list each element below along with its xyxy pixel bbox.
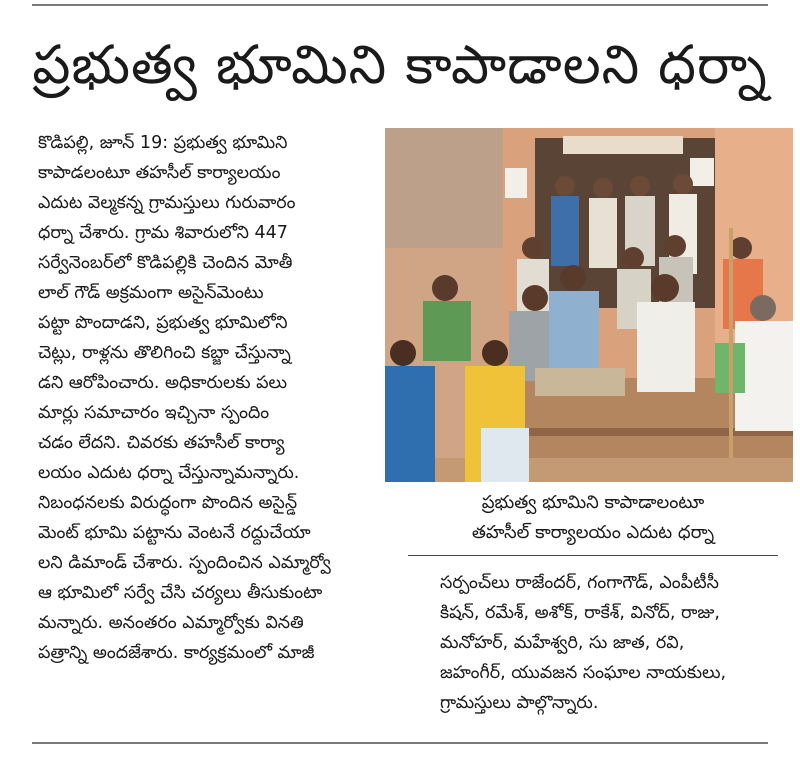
body-line: చెట్లు, రాళ్లను తొలిగించి కబ్జా చేస్తున్నా bbox=[38, 343, 291, 363]
news-photo bbox=[385, 128, 793, 482]
body-line: సర్వేనెంబర్‌లో కొడిపల్లికి చెందిన మోతీ bbox=[38, 253, 293, 273]
body-line: సర్పంచ్‌లు రాజేందర్, గంగాగౌడ్, ఎంపీటీసీ bbox=[440, 573, 719, 593]
body-line: పట్టా పొందాడని, ప్రభుత్వ భూమిలోని bbox=[38, 313, 288, 333]
body-line: ధర్నా చేశారు. గ్రామ శివారులోని 447 bbox=[38, 223, 288, 243]
article-body-right bbox=[440, 568, 792, 718]
bottom-rule bbox=[32, 742, 768, 744]
body-line: పత్రాన్ని అందజేశారు. కార్యక్రమంలో మాజీ bbox=[38, 643, 315, 663]
article-body-left bbox=[38, 128, 390, 668]
body-line: లని డిమాండ్ చేశారు. స్పందించిన ఎమ్మార్వో bbox=[38, 553, 331, 573]
headline: ప్రభుత్వ భూమిని కాపాడాలని ధర్నా bbox=[32, 33, 768, 96]
photo-caption bbox=[408, 488, 778, 548]
caption-line: ప్రభుత్వ భూమిని కాపాడాలంటూ bbox=[481, 492, 705, 513]
caption-rule bbox=[408, 555, 778, 556]
body-line: మన్నారు. అనంతరం ఎమ్మార్వోకు వినతి bbox=[38, 613, 304, 633]
body-line: గ్రామస్తులు పాల్గొన్నారు. bbox=[440, 693, 599, 713]
body-line: డని ఆరోపించారు. అధికారులకు పలు bbox=[38, 373, 288, 393]
body-line: మెంట్ భూమి పట్టాను వెంటనే రద్దుచేయా bbox=[38, 523, 311, 543]
body-line: కిషన్, రమేశ్, అశోక్, రాకేశ్, వినోద్, రాజు, bbox=[440, 603, 720, 623]
body-line: లాల్ గౌడ్ అక్రమంగా అసైన్‌మెంటు bbox=[38, 283, 264, 303]
caption-line: తహసీల్ కార్యాలయం ఎదుట ధర్నా bbox=[471, 522, 715, 543]
body-line: నిబంధనలకు విరుద్ధంగా పొందిన అసైన్డ్ bbox=[38, 493, 298, 513]
body-line: మనోహర్, మహేశ్వరి, సు జాత, రవి, bbox=[440, 633, 685, 653]
body-line: లయం ఎదుట ధర్నా చేస్తున్నామన్నారు. bbox=[38, 463, 300, 483]
body-line: జహంగీర్, యువజన సంఘాల నాయకులు, bbox=[440, 663, 727, 683]
body-line: కొడిపల్లి, జూన్ 19: ప్రభుత్వ భూమిని bbox=[38, 133, 288, 153]
top-rule bbox=[32, 4, 768, 6]
body-line: కాపాడలంటూ తహసీల్ కార్యాలయం bbox=[38, 163, 281, 183]
body-line: చడం లేదని. చివరకు తహసీల్ కార్యా bbox=[38, 433, 285, 453]
body-line: మార్లు సమాచారం ఇచ్చినా స్పందిం bbox=[38, 403, 270, 423]
body-line: ఆ భూమిలో సర్వే చేసి చర్యలు తీసుకుంటా bbox=[38, 583, 323, 603]
body-line: ఎదుట వెల్మకన్న గ్రామస్తులు గురువారం bbox=[38, 193, 296, 213]
